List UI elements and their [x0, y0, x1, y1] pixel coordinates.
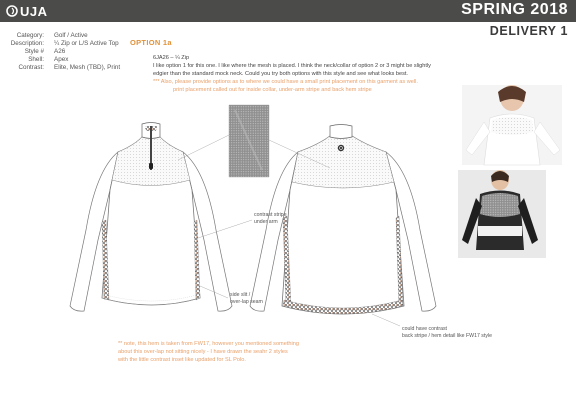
callout-line: over-lap seam — [230, 298, 263, 305]
note-line: print placement called out for inside collar, under-arm stripe and back hem stripe — [173, 87, 372, 93]
callout-line: contrast stripe — [254, 212, 287, 218]
spec-value: A26 — [54, 48, 66, 55]
back-collar — [330, 125, 352, 139]
brand-tag-icon — [338, 145, 344, 151]
model-photo-black-top — [458, 170, 546, 258]
callout-back-hem — [402, 326, 492, 340]
callout-side-slit — [230, 292, 263, 306]
hem-note — [118, 340, 378, 364]
spec-label: Shell: — [28, 56, 44, 63]
style-line: 6JA26 – ¼ Zip — [153, 55, 190, 61]
callout-line: side slit / — [230, 292, 251, 298]
callout-line: under arm — [254, 218, 278, 225]
spec-label: Description: — [10, 40, 44, 47]
spec-value: Apex — [54, 56, 69, 63]
season-title: SPRING 2018 — [461, 1, 568, 18]
note-line: I like option 1 for this one. I like where the mesh is placed. I think the neck/collar of option 2 or 3 might be slightly — [153, 63, 431, 69]
front-garment — [70, 123, 232, 312]
callout-line: could have contrast — [402, 326, 447, 332]
model-photo-white-top — [462, 85, 562, 165]
note-line: *** Also, please provide options as to where we could have a small print placement on this garment as well. — [153, 79, 418, 85]
note-line: edgier than the standard mock neck. Could you try both options with this style and see what looks best. — [153, 71, 408, 77]
delivery-title: DELIVERY 1 — [489, 24, 568, 38]
spec-label: Contrast: — [18, 64, 44, 71]
spec-value: ¼ Zip or L/S Active Top — [54, 40, 119, 47]
option-title: OPTION 1a — [130, 38, 172, 47]
spec-value: Golf / Active — [54, 32, 88, 39]
hem-note-line: ** note, this hem is taken from FW17, however you mentioned something — [118, 341, 299, 347]
spec-value: Elite, Mesh (TBD), Print — [54, 64, 121, 71]
brand-name: UJA — [20, 3, 48, 19]
spec-label: Category: — [16, 32, 44, 39]
hem-note-line: about this over-lap not sitting nicely - I have drawn the seahr 2 styles — [118, 349, 288, 355]
hem-note-line: with the little contrast inset like updated for SL Polo. — [118, 357, 246, 363]
callout-contrast-stripe — [254, 212, 287, 226]
back-mesh-yoke — [292, 136, 394, 188]
spec-label: Style # — [24, 48, 44, 55]
callout-line: back stripe / hem detail like FW17 style — [402, 332, 492, 339]
